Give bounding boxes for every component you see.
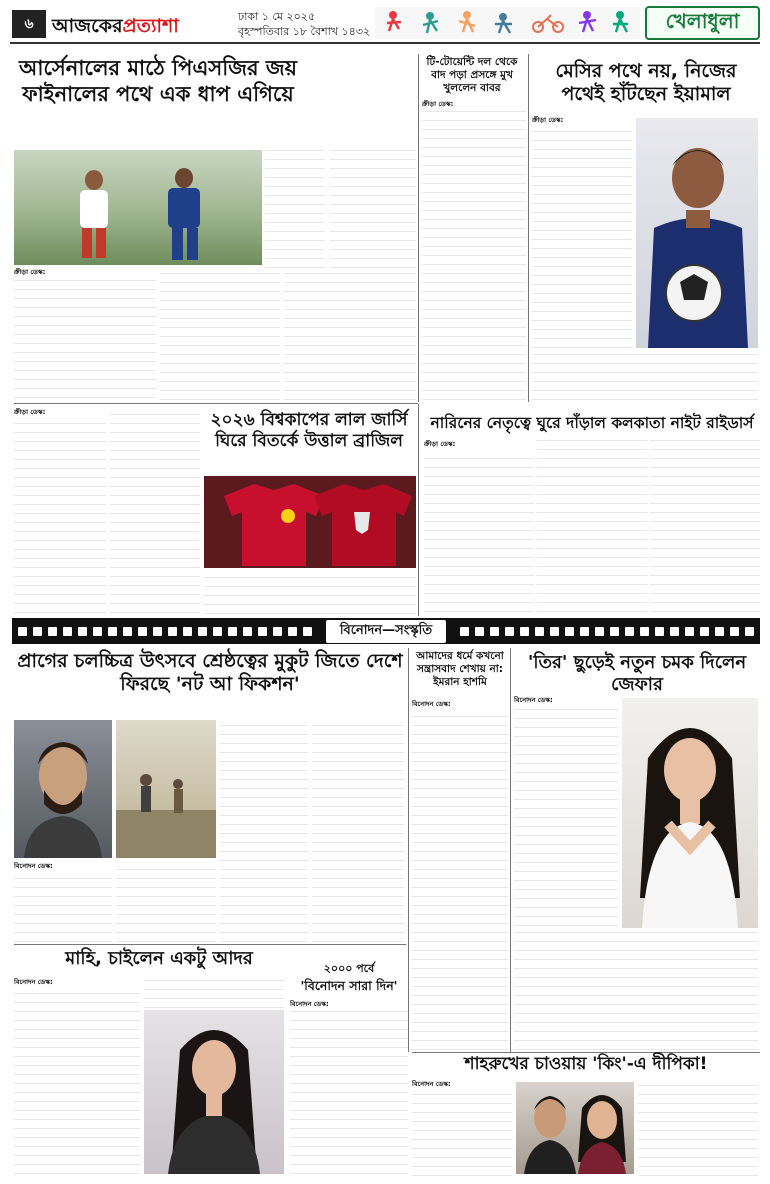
imran-headline: আমাদের ধর্মে কখনো সন্ত্রাসবাদ শেখায় না: ইমরান হাশমি bbox=[416, 650, 504, 688]
arsenal-body-lines-5 bbox=[330, 150, 416, 268]
jersey-photo bbox=[204, 476, 416, 568]
prague-body-lines-4 bbox=[312, 720, 404, 942]
episode-headline: 'বিনোদন সারা দিন' bbox=[300, 978, 398, 993]
srk-deepika-photo bbox=[516, 1082, 634, 1174]
t20-headline: টি-টোয়েন্টি দল থেকে বাদ পড়া প্রসঙ্গে মুখ খুললেন বাবর bbox=[426, 56, 518, 94]
film-still-photo bbox=[116, 720, 216, 858]
entertainment-band bbox=[12, 618, 760, 644]
brazil-dateline: ক্রীড়া ডেস্ক: bbox=[14, 408, 46, 416]
divider bbox=[528, 54, 529, 402]
divider bbox=[510, 648, 511, 1052]
yamal-body-lines-2 bbox=[532, 350, 758, 400]
deepika-body-lines bbox=[412, 1090, 512, 1176]
prague-dateline: বিনোদন ডেস্ক: bbox=[14, 862, 53, 870]
mahi-headline: মাহি, চাইলেন একটু আদর bbox=[65, 948, 253, 969]
prague-body-lines-2 bbox=[116, 862, 216, 942]
kkr-body-lines-2 bbox=[537, 440, 647, 612]
yamal-body-lines bbox=[532, 126, 632, 348]
episode-body-lines bbox=[290, 1010, 408, 1174]
mahi-body-lines bbox=[14, 988, 140, 1174]
divider bbox=[412, 1052, 760, 1053]
jefar-headline: 'তির' ছুড়েই নতুন চমক দিলেন জেফার bbox=[527, 652, 747, 695]
entertainment-band-label: বিনোদন—সংস্কৃতি bbox=[326, 620, 446, 643]
yamal-headline: মেসির পথে নয়, নিজের পথেই হাঁটছেন ইয়ামাল bbox=[555, 60, 737, 106]
brazil-body-lines-2 bbox=[110, 408, 200, 613]
kkr-body-lines-3 bbox=[650, 440, 760, 612]
arsenal-body-lines bbox=[14, 278, 156, 398]
episode-dateline: বিনোদন ডেস্ক: bbox=[290, 1000, 329, 1008]
yamal-photo bbox=[636, 118, 758, 348]
mahi-body-lines-2 bbox=[144, 978, 284, 1008]
t20-dateline: ক্রীড়া ডেস্ক: bbox=[422, 100, 454, 108]
film-holes-left bbox=[18, 627, 312, 636]
actress-mahi-photo bbox=[144, 1010, 284, 1174]
date-line-1: ঢাকা ১ মে ২০২৫ bbox=[238, 10, 316, 23]
arsenal-dateline: ক্রীড়া ডেস্ক: bbox=[14, 268, 46, 276]
imran-dateline: বিনোদন ডেস্ক: bbox=[412, 700, 451, 708]
deepika-dateline: বিনোদন ডেস্ক: bbox=[412, 1080, 451, 1088]
arsenal-body-lines-2 bbox=[160, 268, 280, 400]
prague-headline: প্রাগের চলচ্চিত্র উৎসবে শ্রেষ্ঠত্বের মুকুট জিতে দেশে ফিরছে 'নট আ ফিকশন' bbox=[17, 650, 403, 696]
paper-name-part1: আজকের bbox=[52, 15, 123, 37]
date-block bbox=[238, 9, 370, 39]
deepika-body-lines-2 bbox=[638, 1080, 758, 1176]
episode-kicker: ২০০০ পর্বে bbox=[323, 962, 375, 975]
jefar-body-lines bbox=[514, 706, 618, 926]
prague-body-lines-3 bbox=[220, 720, 308, 942]
deepika-headline: শাহরুখের চাওয়ায় 'কিং'-এ দীপিকা! bbox=[464, 1054, 708, 1074]
divider bbox=[14, 403, 418, 404]
arsenal-headline: আর্সেনালের মাঠে পিএসজির জয় ফাইনালের পথে এক ধাপ এগিয়ে bbox=[18, 56, 298, 106]
kkr-body-lines bbox=[424, 450, 534, 612]
imran-body-lines bbox=[412, 710, 508, 1050]
actor-photo bbox=[14, 720, 112, 858]
jefar-dateline: বিনোদন ডেস্ক: bbox=[514, 696, 553, 704]
prague-body-lines bbox=[14, 872, 112, 942]
jefar-body-lines-2 bbox=[514, 930, 758, 1050]
divider bbox=[418, 404, 419, 616]
brazil-body-lines bbox=[14, 418, 106, 613]
masthead bbox=[10, 4, 760, 44]
brazil-headline: ২০২৬ বিশ্বকাপের লাল জার্সি ঘিরে বিতর্কে উত্তাল ব্রাজিল bbox=[210, 410, 408, 451]
yamal-dateline: ক্রীড়া ডেস্ক: bbox=[532, 116, 564, 124]
date-line-2: বৃহস্পতিবার ১৮ বৈশাখ ১৪৩২ bbox=[238, 25, 371, 38]
section-title: খেলাধুলা bbox=[645, 6, 760, 40]
arsenal-photo bbox=[14, 150, 262, 265]
film-holes-right bbox=[460, 627, 754, 636]
divider bbox=[14, 944, 406, 945]
brazil-body-lines-3 bbox=[204, 570, 416, 614]
arsenal-body-lines-3 bbox=[265, 150, 325, 268]
paper-name bbox=[52, 12, 179, 44]
divider bbox=[408, 648, 409, 1052]
kkr-dateline: ক্রীড়া ডেস্ক: bbox=[424, 440, 456, 448]
mahi-dateline: বিনোদন ডেস্ক: bbox=[14, 978, 53, 986]
actress-jefar-photo bbox=[622, 698, 758, 928]
paper-name-part2: প্রত্যাশা bbox=[122, 15, 179, 37]
kkr-headline: নারিনের নেতৃত্বে ঘুরে দাঁড়াল কলকাতা নাইট রাইডার্স bbox=[430, 414, 754, 432]
t20-body-lines bbox=[422, 110, 526, 400]
arsenal-body-lines-4 bbox=[284, 268, 416, 400]
page-number: ৬ bbox=[12, 10, 46, 38]
divider bbox=[418, 54, 419, 402]
sports-silhouettes-icon bbox=[375, 7, 640, 39]
